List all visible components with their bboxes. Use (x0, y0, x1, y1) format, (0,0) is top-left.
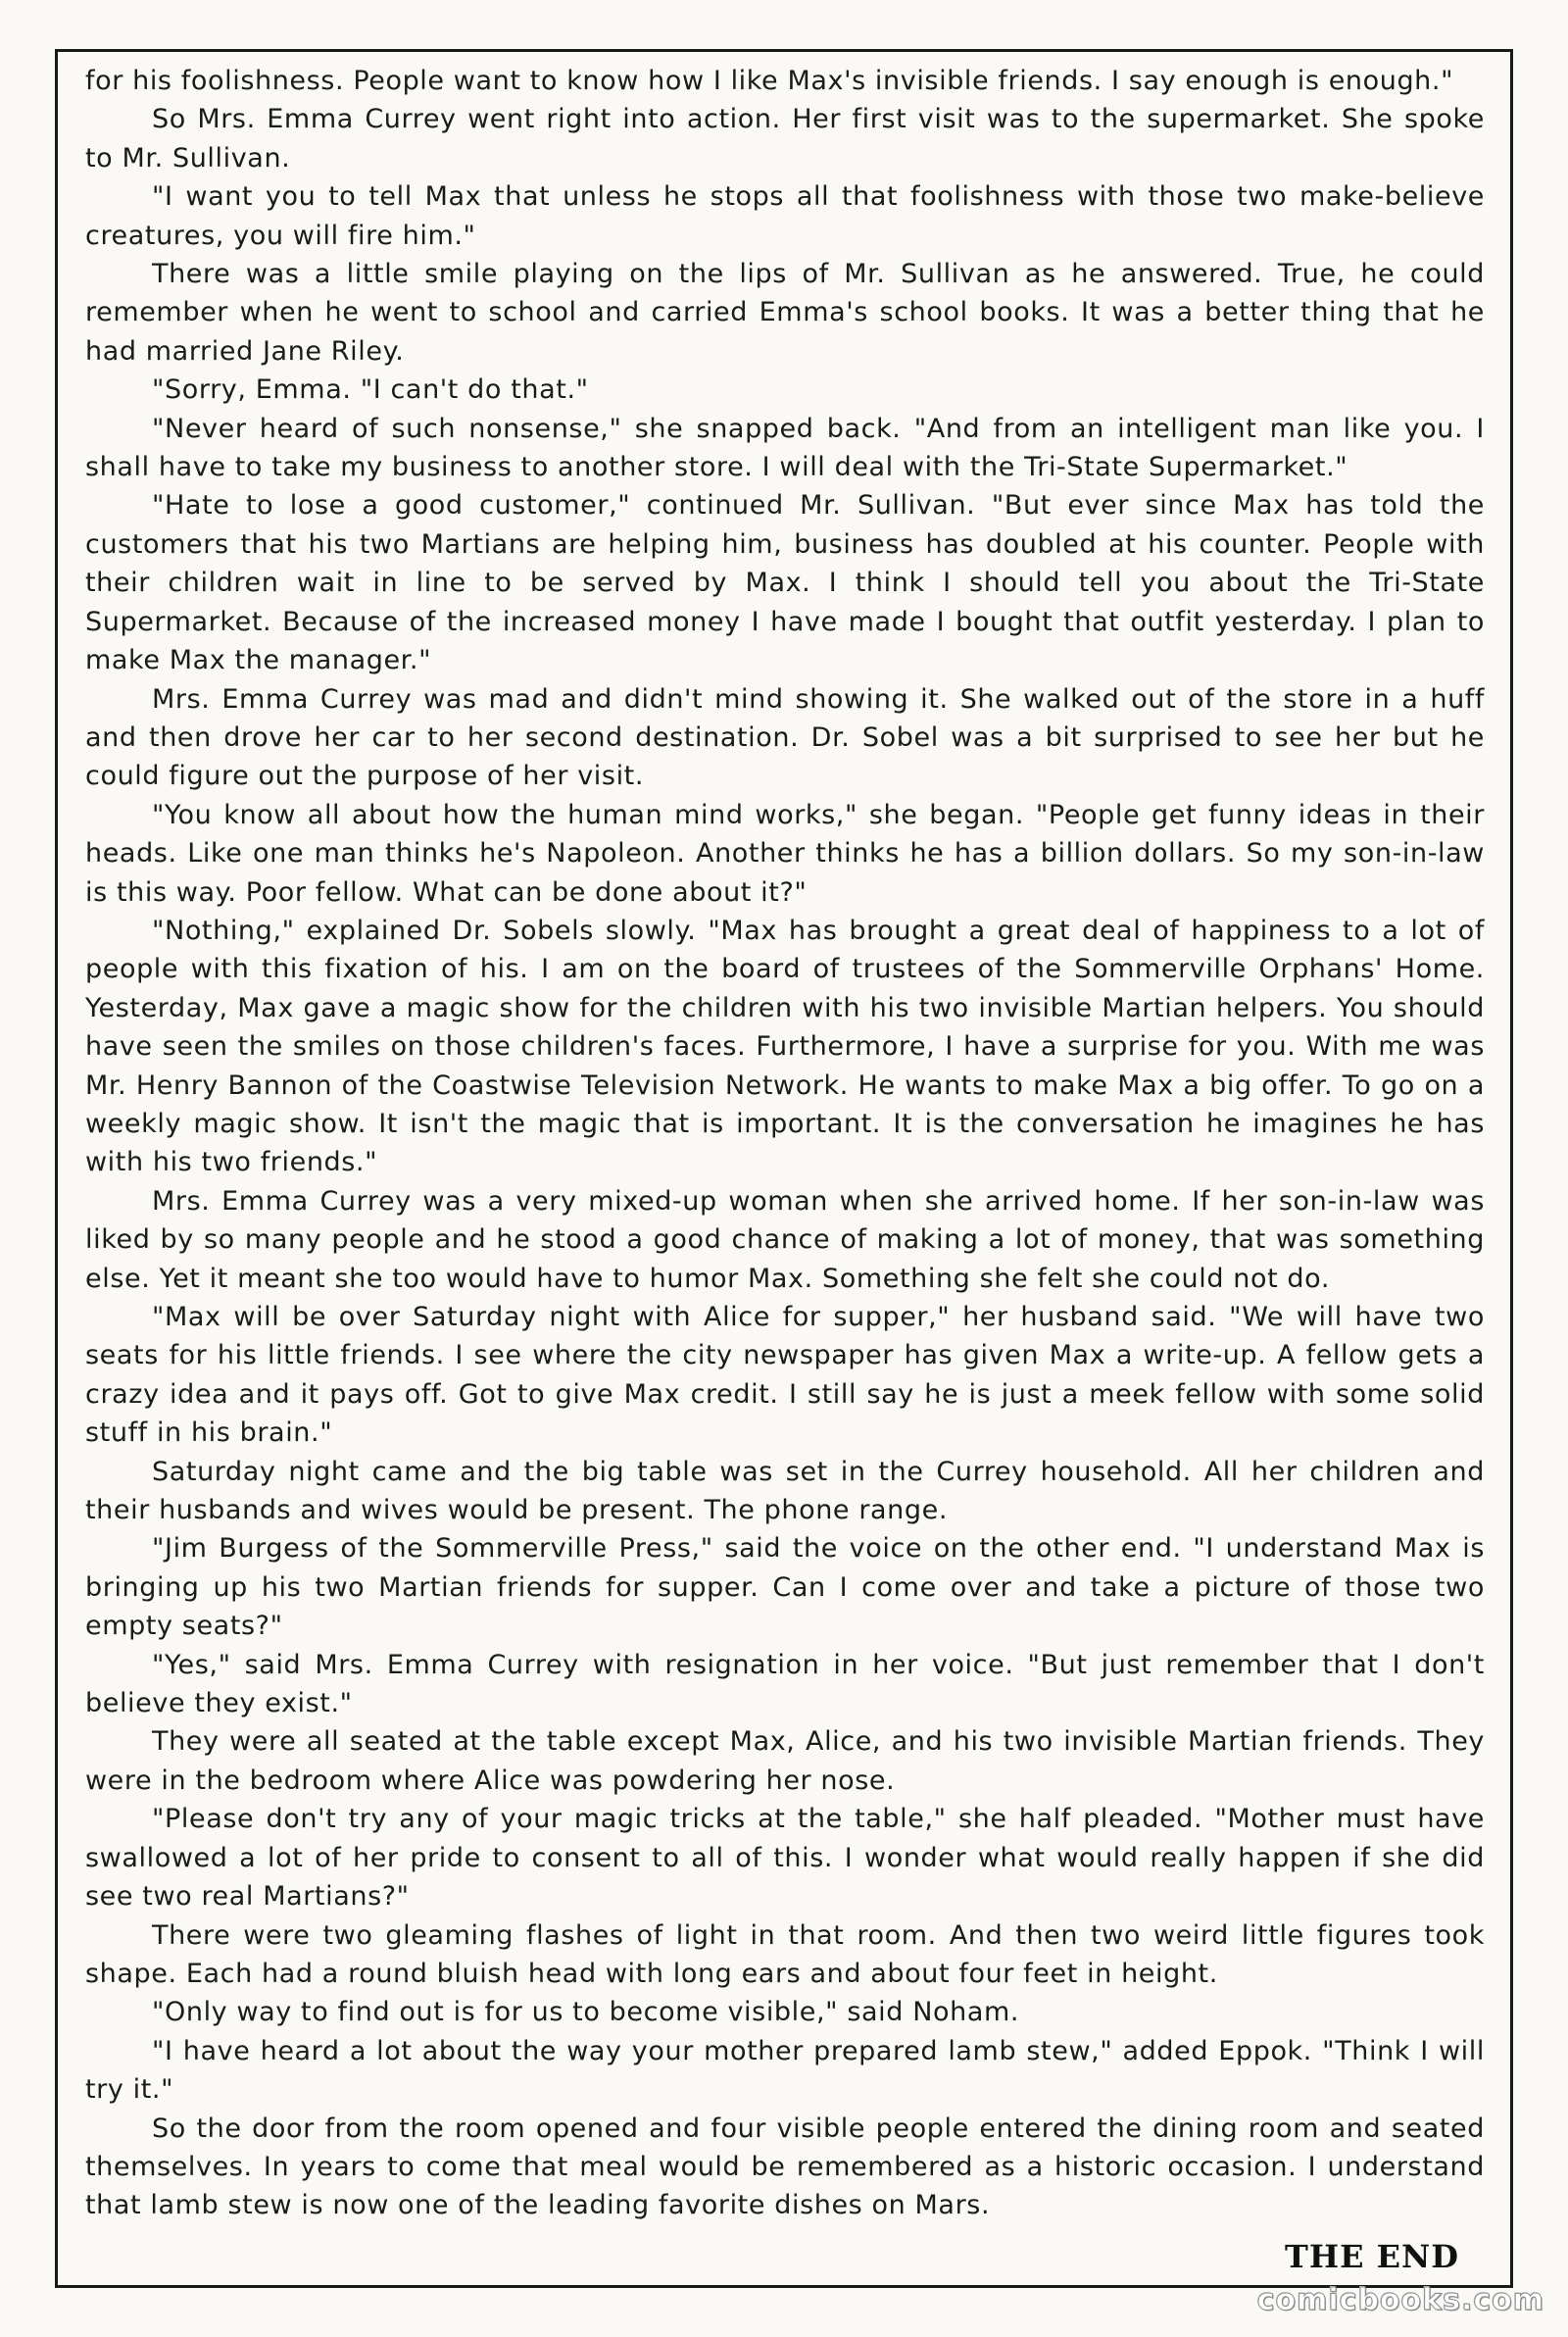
paragraph: There were two gleaming flashes of light in that room. And then two weird little figures took shape. Each had a round bluish head with long ears and about four feet in height. (85, 1919, 1485, 1989)
paragraph: "Yes," said Mrs. Emma Currey with resignation in her voice. "But just remember that I don't believe they exist." (85, 1649, 1485, 1719)
page-frame (55, 49, 1513, 2288)
paragraph: There was a little smile playing on the lips of Mr. Sullivan as he answered. True, he could remember when he went to school and carried Emma's school books. It was a better thing that he had married Jane Riley. (85, 259, 1485, 367)
paragraph: "Never heard of such nonsense," she snapped back. "And from an intelligent man like you. I shall have to take my business to another store. I will deal with the Tri-State Supermarket." (85, 413, 1485, 483)
story-text (85, 62, 1485, 2226)
paragraph: "Nothing," explained Dr. Sobels slowly. "Max has brought a great deal of happiness to a lot of people with this fixation of his. I am on the board of trustees of the Sommerville Orphans' Home. Yesterday, Max gave a magic show for the children with his two invisible Martian helpers. You should have seen the smiles on those children's faces. Furthermore, I have a surprise for you. With me was Mr. Henry Bannon of the Coastwise Television Network. He wants to make Max a big offer. To go on a weekly magic show. It isn't the magic that is important. It is the conversation he imagines he has with his two friends." (85, 915, 1485, 1178)
paragraph: Saturday night came and the big table was set in the Currey household. All her children and their husbands and wives would be present. The phone range. (85, 1456, 1485, 1526)
site-watermark: comicbooks.com (1256, 2283, 1544, 2317)
paragraph: "Max will be over Saturday night with Alice for supper," her husband said. "We will have two seats for his little friends. I see where the city newspaper has given Max a write-up. A fellow gets a crazy idea and it pays off. Got to give Max credit. I still say he is just a meek fellow with some solid stuff in his brain." (85, 1302, 1485, 1449)
paragraph: "I want you to tell Max that unless he stops all that foolishness with those two make-believe creatures, you will fire him." (85, 181, 1485, 251)
paragraph: for his foolishness. People want to know how I like Max's invisible friends. I say enough is enough." (85, 66, 1454, 96)
paragraph: Mrs. Emma Currey was mad and didn't mind showing it. She walked out of the store in a huff and then drove her car to her second destination. Dr. Sobel was a bit surprised to see her but he could figure out the purpose of her visit. (85, 683, 1485, 792)
paragraph: Mrs. Emma Currey was a very mixed-up woman when she arrived home. If her son-in-law was liked by so many people and he stood a good chance of making a lot of money, that was something else. Yet it meant she too would have to humor Max. Something she felt she could not do. (85, 1185, 1485, 1294)
paragraph: They were all seated at the table except Max, Alice, and his two invisible Martian friends. They were in the bedroom where Alice was powdering her nose. (85, 1726, 1485, 1796)
paragraph: "Please don't try any of your magic tricks at the table," she half pleaded. "Mother must have swallowed a lot of her pride to consent to all of this. I wonder what would really happen if she did see two real Martians?" (85, 1804, 1485, 1913)
the-end-mark: THE END (1285, 2238, 1459, 2275)
paragraph: "Jim Burgess of the Sommerville Press," said the voice on the other end. "I understand Max is bringing up his two Martian friends for supper. Can I come over and take a picture of those two empty seats?" (85, 1533, 1485, 1642)
paragraph: "Hate to lose a good customer," continued Mr. Sullivan. "But ever since Max has told the customers that his two Martians are helping him, business has doubled at his counter. People with their children wait in line to be served by Max. I think I should tell you about the Tri-State Supermarket. Because of the increased money I have made I bought that outfit yesterday. I plan to make Max the manager." (85, 490, 1485, 676)
paragraph: "Sorry, Emma. "I can't do that." (152, 374, 589, 406)
paragraph: "You know all about how the human mind works," she began. "People get funny ideas in their heads. Like one man thinks he's Napoleon. Another thinks he has a billion dollars. So my son-in-law is this way. Poor fellow. What can be done about it?" (85, 799, 1485, 908)
paragraph: So Mrs. Emma Currey went right into action. Her first visit was to the supermarket. She spoke to Mr. Sullivan. (85, 104, 1485, 174)
paragraph: So the door from the room opened and four visible people entered the dining room and seated themselves. In years to come that meal would be remembered as a historic occasion. I understand that lamb stew is now one of the leading favorite dishes on Mars. (85, 2113, 1485, 2221)
paragraph: "I have heard a lot about the way your mother prepared lamb stew," added Eppok. "Think I will try it." (85, 2035, 1485, 2106)
paragraph: "Only way to find out is for us to become visible," said Noham. (152, 1997, 1020, 2028)
